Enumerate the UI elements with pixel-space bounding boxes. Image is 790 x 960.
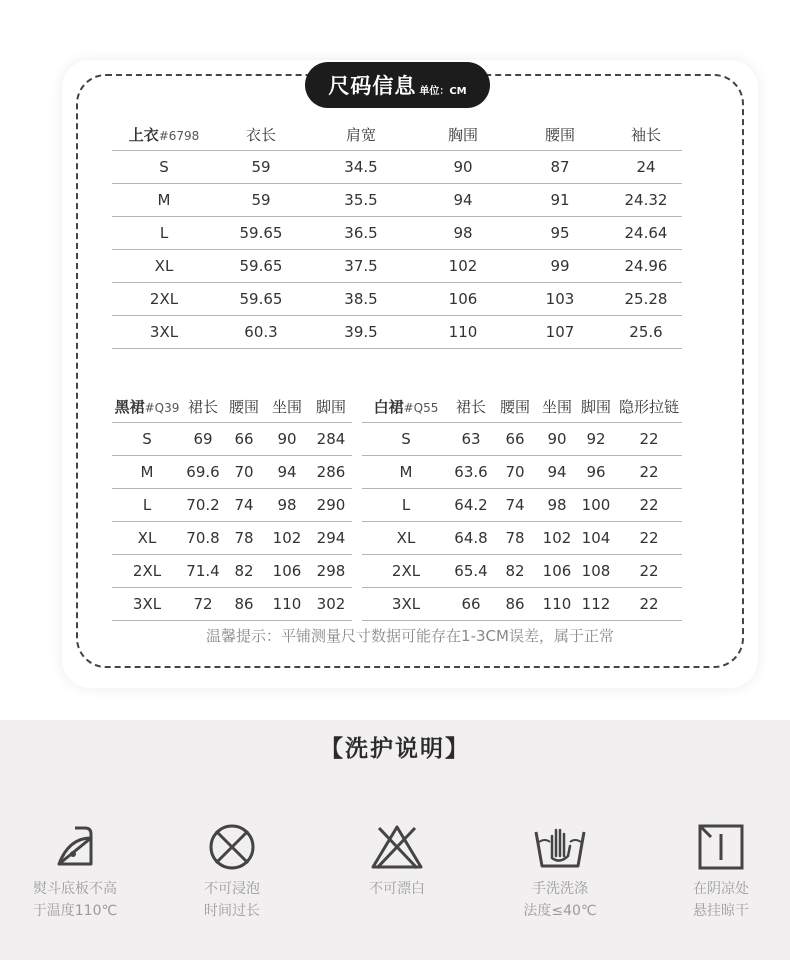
size-cell: S [112, 151, 216, 184]
value-cell: 69.6 [182, 456, 224, 489]
value-cell: 24.32 [610, 184, 682, 217]
table-row [112, 184, 682, 217]
table-row [112, 250, 682, 283]
value-cell: 66 [450, 588, 492, 621]
value-cell: 96 [576, 456, 616, 489]
value-cell: 59 [216, 184, 306, 217]
table-row [112, 217, 682, 250]
value-cell: 66 [492, 423, 538, 456]
size-cell: 2XL [112, 283, 216, 316]
column-header: 隐形拉链 [616, 390, 682, 423]
care-label-line1: 不可漂白 [369, 881, 425, 897]
column-header: 肩宽 [306, 118, 416, 151]
care-label-line1: 在阴凉处 [693, 881, 749, 897]
table-row [362, 522, 682, 555]
column-header: 裙长 [450, 390, 492, 423]
value-cell: 59.65 [216, 283, 306, 316]
table-row [362, 555, 682, 588]
value-cell: 63 [450, 423, 492, 456]
dry-in-shade-icon [691, 822, 751, 872]
value-cell: 66 [224, 423, 264, 456]
table-row [362, 423, 682, 456]
value-cell: 70.8 [182, 522, 224, 555]
value-cell: 90 [264, 423, 310, 456]
value-cell: 25.6 [610, 316, 682, 349]
table-row [112, 555, 352, 588]
value-cell: 74 [492, 489, 538, 522]
value-cell: 102 [538, 522, 576, 555]
size-cell: L [362, 489, 450, 522]
column-header: 袖长 [610, 118, 682, 151]
size-cell: 2XL [362, 555, 450, 588]
value-cell: 71.4 [182, 555, 224, 588]
value-cell: 110 [264, 588, 310, 621]
value-cell: 108 [576, 555, 616, 588]
value-cell: 82 [224, 555, 264, 588]
value-cell: 38.5 [306, 283, 416, 316]
iron-low-temp-icon [45, 822, 105, 872]
white-skirt-table [362, 390, 682, 621]
size-cell: L [112, 217, 216, 250]
column-header: 裙长 [182, 390, 224, 423]
size-cell: XL [112, 250, 216, 283]
value-cell: 39.5 [306, 316, 416, 349]
size-title: 尺码信息 [328, 74, 417, 98]
value-cell: 25.28 [610, 283, 682, 316]
table-row [112, 151, 682, 184]
size-cell: 3XL [362, 588, 450, 621]
care-label-line1: 不可浸泡 [204, 881, 260, 897]
care-label-line2: 时间过长 [204, 903, 260, 919]
size-cell: M [112, 184, 216, 217]
value-cell: 110 [538, 588, 576, 621]
value-cell: 34.5 [306, 151, 416, 184]
value-cell: 69 [182, 423, 224, 456]
care-item-dry [656, 822, 786, 922]
column-header: 衣长 [216, 118, 306, 151]
column-header: 腰围 [492, 390, 538, 423]
column-header: 胸围 [416, 118, 510, 151]
value-cell: 98 [264, 489, 310, 522]
value-cell: 78 [224, 522, 264, 555]
value-cell: 24 [610, 151, 682, 184]
table-row [112, 456, 352, 489]
value-cell: 59.65 [216, 217, 306, 250]
value-cell: 106 [264, 555, 310, 588]
value-cell: 98 [538, 489, 576, 522]
table-row [112, 522, 352, 555]
value-cell: 22 [616, 489, 682, 522]
top-size-table [112, 118, 682, 349]
value-cell: 65.4 [450, 555, 492, 588]
size-cell: 2XL [112, 555, 182, 588]
value-cell: 22 [616, 456, 682, 489]
care-item-iron [10, 822, 140, 922]
size-cell: XL [362, 522, 450, 555]
value-cell: 22 [616, 555, 682, 588]
value-cell: 302 [310, 588, 352, 621]
column-header: 坐围 [538, 390, 576, 423]
size-title-pill [305, 62, 490, 108]
value-cell: 102 [416, 250, 510, 283]
size-unit: 单位：CM [419, 86, 467, 97]
value-cell: 91 [510, 184, 610, 217]
care-label-line2: 于温度110℃ [32, 903, 118, 919]
size-cell: 3XL [112, 588, 182, 621]
value-cell: 286 [310, 456, 352, 489]
value-cell: 98 [416, 217, 510, 250]
table-row [362, 489, 682, 522]
value-cell: 104 [576, 522, 616, 555]
value-cell: 112 [576, 588, 616, 621]
care-item-bleach [332, 822, 462, 900]
value-cell: 74 [224, 489, 264, 522]
table-row [112, 489, 352, 522]
value-cell: 94 [416, 184, 510, 217]
table-header [112, 390, 352, 423]
black-skirt-table [112, 390, 352, 621]
value-cell: 95 [510, 217, 610, 250]
value-cell: 78 [492, 522, 538, 555]
value-cell: 37.5 [306, 250, 416, 283]
care-label-line2: 悬挂晾干 [693, 903, 749, 919]
table-row [112, 283, 682, 316]
column-header: 脚围 [576, 390, 616, 423]
value-cell: 70 [224, 456, 264, 489]
size-cell: S [362, 423, 450, 456]
size-cell: XL [112, 522, 182, 555]
hand-wash-icon [530, 822, 590, 872]
value-cell: 64.8 [450, 522, 492, 555]
value-cell: 294 [310, 522, 352, 555]
value-cell: 22 [616, 522, 682, 555]
value-cell: 90 [416, 151, 510, 184]
value-cell: 94 [538, 456, 576, 489]
value-cell: 24.64 [610, 217, 682, 250]
value-cell: 94 [264, 456, 310, 489]
do-not-soak-icon [202, 822, 262, 872]
table-header [362, 390, 682, 423]
value-cell: 298 [310, 555, 352, 588]
measurement-tip: 温馨提示：平铺测量尺寸数据可能存在1-3CM误差，属于正常 [206, 627, 614, 645]
do-not-bleach-icon [367, 822, 427, 872]
value-cell: 100 [576, 489, 616, 522]
size-cell: 3XL [112, 316, 216, 349]
value-cell: 106 [416, 283, 510, 316]
value-cell: 86 [492, 588, 538, 621]
value-cell: 92 [576, 423, 616, 456]
value-cell: 82 [492, 555, 538, 588]
value-cell: 87 [510, 151, 610, 184]
column-header: 腰围 [224, 390, 264, 423]
value-cell: 60.3 [216, 316, 306, 349]
value-cell: 22 [616, 588, 682, 621]
value-cell: 110 [416, 316, 510, 349]
value-cell: 86 [224, 588, 264, 621]
table-row [362, 588, 682, 621]
value-cell: 24.96 [610, 250, 682, 283]
value-cell: 22 [616, 423, 682, 456]
product-name: 上衣#6798 [112, 118, 216, 151]
care-title: 【洗护说明】 [320, 736, 470, 762]
table-row [362, 456, 682, 489]
value-cell: 99 [510, 250, 610, 283]
value-cell: 290 [310, 489, 352, 522]
product-name: 黑裙#Q39 [112, 390, 182, 423]
care-label-line1: 手洗洗涤 [532, 881, 588, 897]
value-cell: 72 [182, 588, 224, 621]
care-item-soak [167, 822, 297, 922]
value-cell: 284 [310, 423, 352, 456]
value-cell: 103 [510, 283, 610, 316]
value-cell: 70 [492, 456, 538, 489]
product-name: 白裙#Q55 [362, 390, 450, 423]
column-header: 脚围 [310, 390, 352, 423]
value-cell: 35.5 [306, 184, 416, 217]
size-cell: L [112, 489, 182, 522]
value-cell: 106 [538, 555, 576, 588]
value-cell: 107 [510, 316, 610, 349]
column-header: 坐围 [264, 390, 310, 423]
value-cell: 90 [538, 423, 576, 456]
table-row [112, 316, 682, 349]
size-cell: M [112, 456, 182, 489]
size-cell: S [112, 423, 182, 456]
column-header: 腰围 [510, 118, 610, 151]
table-header [112, 118, 682, 151]
table-row [112, 588, 352, 621]
value-cell: 59.65 [216, 250, 306, 283]
value-cell: 102 [264, 522, 310, 555]
value-cell: 70.2 [182, 489, 224, 522]
value-cell: 63.6 [450, 456, 492, 489]
care-label-line1: 熨斗底板不高 [33, 881, 117, 897]
value-cell: 64.2 [450, 489, 492, 522]
value-cell: 59 [216, 151, 306, 184]
care-item-handwash [495, 822, 625, 922]
value-cell: 36.5 [306, 217, 416, 250]
size-cell: M [362, 456, 450, 489]
table-row [112, 423, 352, 456]
care-label-line2: 法度≤40℃ [523, 903, 597, 919]
